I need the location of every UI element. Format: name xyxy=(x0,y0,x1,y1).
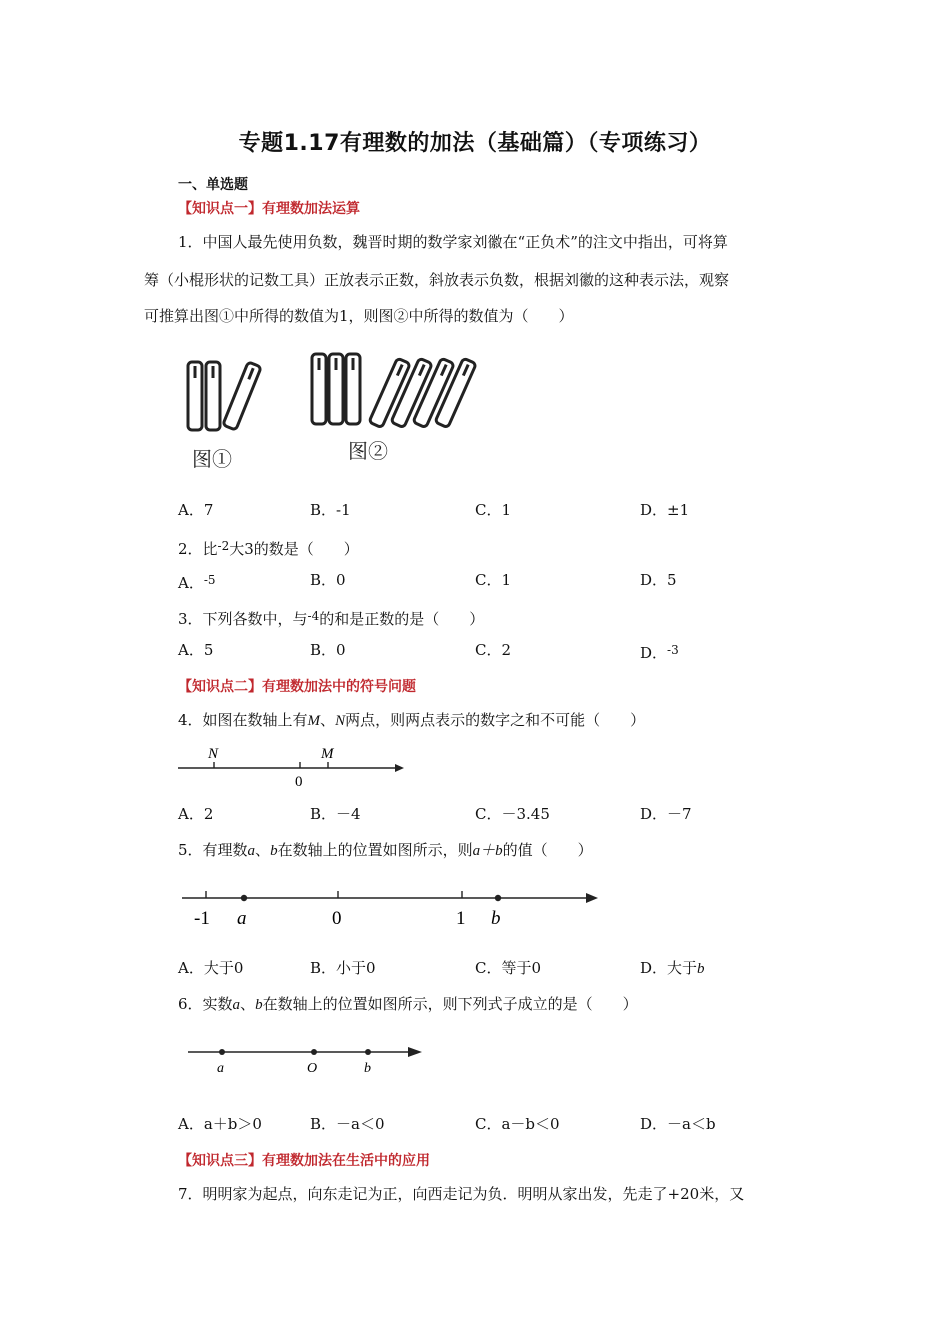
q6-point-a xyxy=(219,1049,225,1055)
q4-label-m: M xyxy=(321,746,334,762)
q6-var-a: a xyxy=(232,997,241,1013)
q5-option-d[interactable] xyxy=(640,958,705,979)
q3-option-a[interactable]: A．5 xyxy=(178,641,214,659)
q5-option-d-var: b xyxy=(697,961,705,977)
q5-number-line xyxy=(178,880,608,932)
q6-option-c[interactable]: C．a－b＜0 xyxy=(475,1115,560,1133)
q6-number-line xyxy=(186,1040,430,1080)
q6-post: 在数轴上的位置如图所示，则下列式子成立的是（ ） xyxy=(262,995,638,1013)
q2-pre: 2．比 xyxy=(178,540,218,558)
counting-rods-figure xyxy=(172,342,482,478)
q1-line3: 可推算出图①中所得的数值为1，则图②中所得的数值为（ ） xyxy=(144,307,574,325)
q4-var-n: N xyxy=(335,713,346,729)
q5-post: 的值（ ） xyxy=(502,841,593,859)
q5-label-a: a xyxy=(237,908,247,929)
q3-option-d[interactable] xyxy=(640,640,679,663)
q6-point-b xyxy=(365,1049,371,1055)
q1-option-a[interactable]: A．7 xyxy=(178,501,214,519)
q1-option-b[interactable]: B．-1 xyxy=(310,501,351,519)
q5-pre: 5．有理数 xyxy=(178,841,248,859)
q4-option-c[interactable]: C．－3.45 xyxy=(475,805,550,823)
knowledge-point-3: 【知识点三】有理数加法在生活中的应用 xyxy=(178,1153,430,1169)
q3-post: 的和是正数的是（ ） xyxy=(319,610,485,628)
q6-option-b[interactable]: B．－a＜0 xyxy=(310,1115,385,1133)
q5-sep: 、 xyxy=(255,841,271,859)
q5-label-b: b xyxy=(491,908,501,929)
q1-option-c[interactable]: C．1 xyxy=(475,501,512,519)
q6-sep: 、 xyxy=(240,995,256,1013)
q3-stem xyxy=(178,606,484,629)
figure-2-label: 图② xyxy=(348,441,388,463)
q7-line1: 7．明明家为起点，向东走记为正，向西走记为负．明明从家出发，先走了+20米，又 xyxy=(178,1185,745,1203)
q4-stem xyxy=(178,710,645,731)
q4-sep: 、 xyxy=(320,711,336,729)
q4-option-a[interactable]: A．2 xyxy=(178,805,214,823)
q3-pre: 3．下列各数中，与 xyxy=(178,610,308,628)
q5-option-c[interactable]: C．等于0 xyxy=(475,959,542,977)
knowledge-point-1: 【知识点一】有理数加法运算 xyxy=(178,201,360,217)
q6-point-o xyxy=(311,1049,317,1055)
q2-option-c[interactable]: C．1 xyxy=(475,571,512,589)
q2-number: -2 xyxy=(217,539,230,553)
figure-2-rods xyxy=(312,354,476,428)
section-heading: 一、单选题 xyxy=(178,177,248,193)
q1-option-d[interactable]: D．±1 xyxy=(640,501,690,519)
q4-var-m: M xyxy=(307,713,321,729)
q6-stem xyxy=(178,994,638,1015)
q5-label-zero: 0 xyxy=(332,908,342,929)
q5-var-b: b xyxy=(270,843,278,859)
q3-option-d-label: D． xyxy=(640,644,668,662)
q4-label-n: N xyxy=(208,746,219,762)
figure-1-rods xyxy=(188,362,261,430)
q4-label-zero: 0 xyxy=(295,774,303,790)
q3-option-c[interactable]: C．2 xyxy=(475,641,512,659)
q3-option-d-value: -3 xyxy=(667,643,679,657)
q5-point-b xyxy=(495,895,501,901)
q5-stem xyxy=(178,840,593,861)
page-title: 专题1.17有理数的加法（基础篇）（专项练习） xyxy=(238,131,712,156)
q2-stem xyxy=(178,536,359,559)
q2-option-b[interactable]: B．0 xyxy=(310,571,346,589)
knowledge-point-2: 【知识点二】有理数加法中的符号问题 xyxy=(178,679,416,695)
q5-option-b[interactable]: B．小于0 xyxy=(310,959,376,977)
q6-option-d[interactable]: D．－a＜b xyxy=(640,1115,716,1133)
q1-line2: 筹（小棍形状的记数工具）正放表示正数，斜放表示负数，根据刘徽的这种表示法，观察 xyxy=(144,271,730,289)
q6-pre: 6．实数 xyxy=(178,995,233,1013)
q4-pre: 4．如图在数轴上有 xyxy=(178,711,308,729)
q1-line1: 1．中国人最先使用负数，魏晋时期的数学家刘徽在“正负术”的注文中指出，可将算 xyxy=(178,233,728,251)
q6-label-b: b xyxy=(364,1061,371,1076)
q4-option-d[interactable]: D．－7 xyxy=(640,805,692,823)
q5-point-a xyxy=(241,895,247,901)
q5-mid: 在数轴上的位置如图所示，则 xyxy=(277,841,473,859)
q4-option-b[interactable]: B．－4 xyxy=(310,805,361,823)
q3-option-b[interactable]: B．0 xyxy=(310,641,346,659)
q2-option-a-value: -5 xyxy=(203,573,216,587)
q2-option-d[interactable]: D．5 xyxy=(640,571,677,589)
q5-label-one: 1 xyxy=(456,908,466,929)
q4-number-line xyxy=(176,740,416,792)
q5-option-d-label: D．大于 xyxy=(640,959,698,977)
q2-option-a-label: A． xyxy=(178,574,204,592)
q5-label-minus-one: -1 xyxy=(194,908,210,929)
q2-post: 大3的数是（ ） xyxy=(229,540,359,558)
figure-1-label: 图① xyxy=(192,449,232,471)
q5-option-a[interactable]: A．大于0 xyxy=(178,959,244,977)
q6-option-a[interactable]: A．a＋b＞0 xyxy=(178,1115,262,1133)
q4-post: 两点，则两点表示的数字之和不可能（ ） xyxy=(345,711,646,729)
q6-var-b: b xyxy=(255,997,263,1013)
q6-label-o: O xyxy=(307,1061,318,1076)
q3-number: -4 xyxy=(307,609,320,623)
q2-option-a[interactable] xyxy=(178,570,216,593)
q5-var-a: a xyxy=(247,843,256,859)
q5-expression: a＋b xyxy=(472,843,503,859)
q6-label-a: a xyxy=(217,1061,224,1076)
